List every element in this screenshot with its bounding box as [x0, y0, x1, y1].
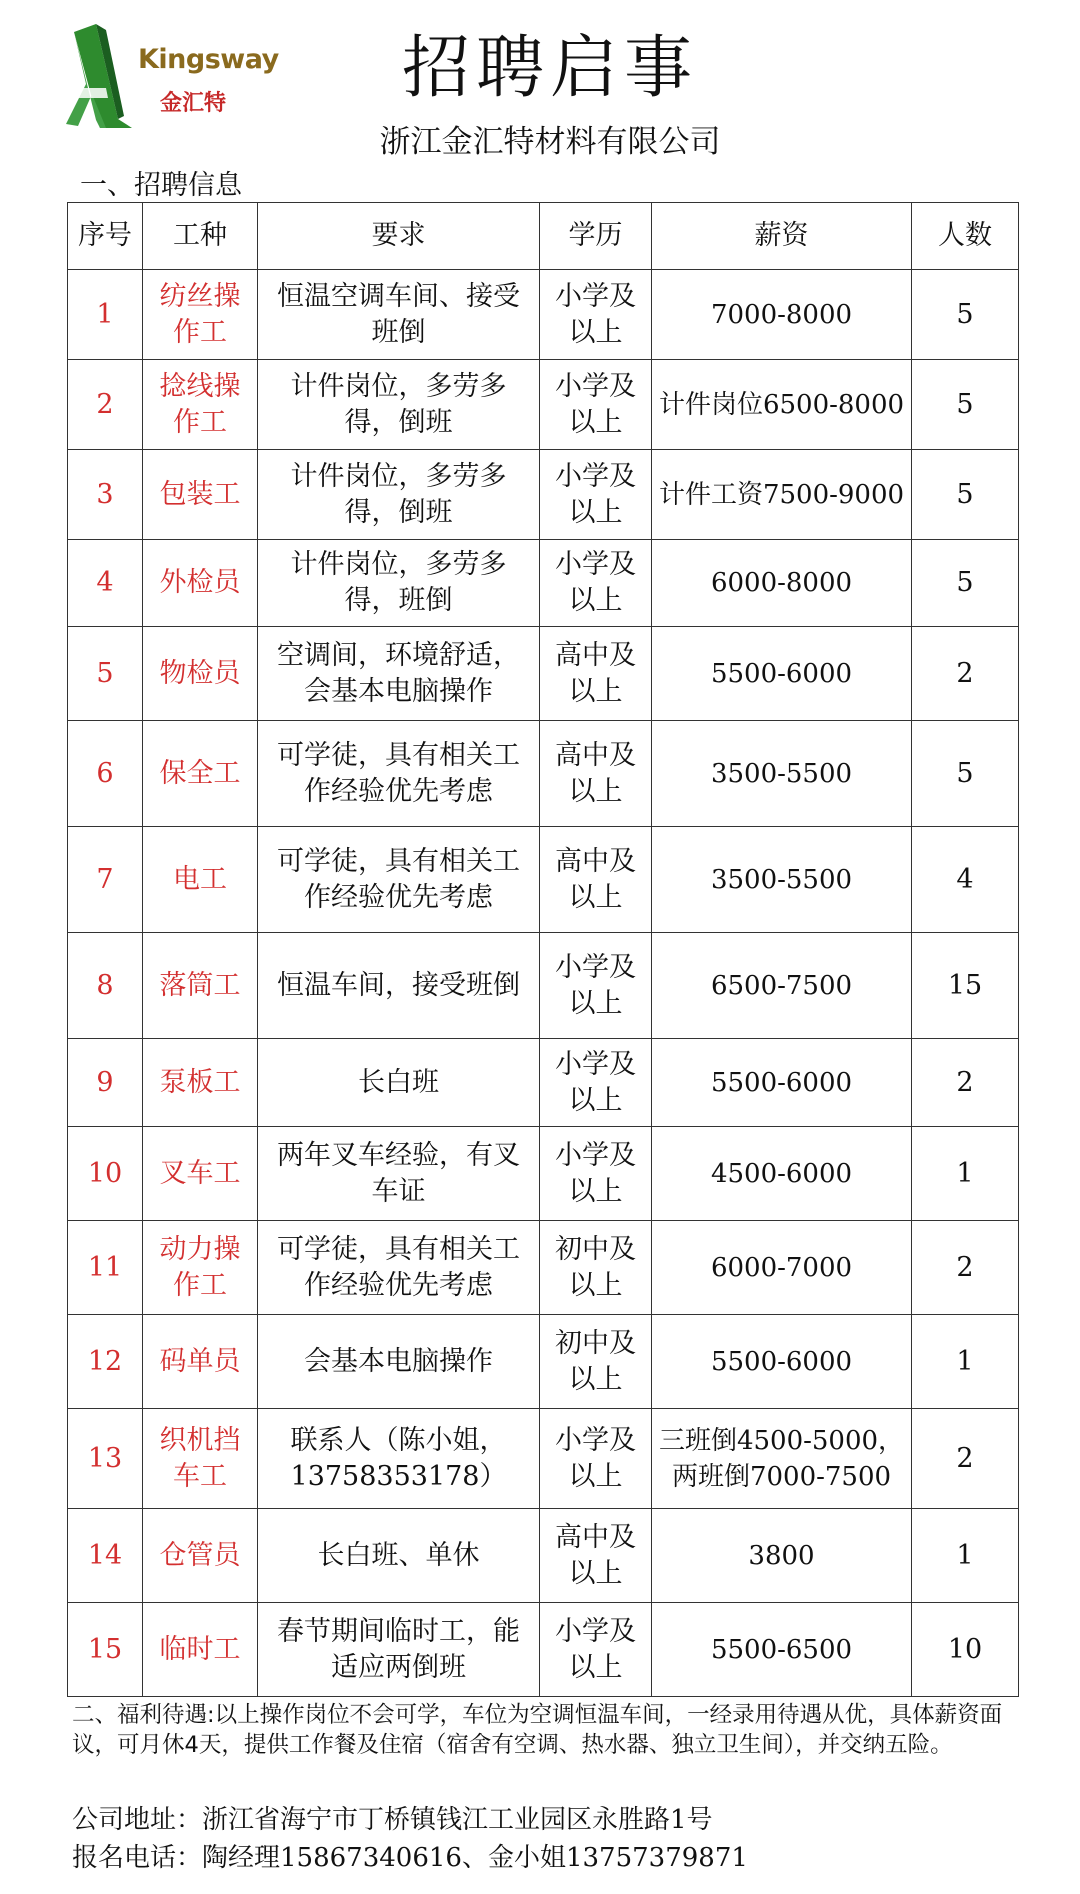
cell-no: 4 — [68, 540, 143, 627]
cell-education: 初中及以上 — [540, 1221, 652, 1315]
table-row — [68, 721, 1019, 827]
cell-education: 小学及以上 — [540, 270, 652, 360]
cell-no: 6 — [68, 721, 143, 827]
cell-no: 9 — [68, 1039, 143, 1127]
cell-education: 高中及以上 — [540, 721, 652, 827]
page-title: 招聘启事 — [401, 29, 698, 108]
cell-count: 5 — [912, 450, 1019, 540]
table-row — [68, 450, 1019, 540]
cell-requirement: 会基本电脑操作 — [258, 1315, 540, 1409]
cell-job: 叉车工 — [143, 1127, 258, 1221]
header-count: 人数 — [912, 203, 1019, 270]
table-row — [68, 540, 1019, 627]
cell-education: 小学及以上 — [540, 540, 652, 627]
cell-count: 2 — [912, 1409, 1019, 1509]
cell-count: 1 — [912, 1127, 1019, 1221]
cell-requirement: 可学徒，具有相关工作经验优先考虑 — [258, 1221, 540, 1315]
table-row — [68, 627, 1019, 721]
cell-job: 临时工 — [143, 1603, 258, 1697]
section-title-recruitment-info: 一、招聘信息 — [80, 170, 242, 201]
company-address: 公司地址：浙江省海宁市丁桥镇钱江工业园区永胜路1号 — [72, 1805, 713, 1835]
table-row — [68, 360, 1019, 450]
cell-salary: 6000-8000 — [652, 540, 912, 627]
cell-job: 仓管员 — [143, 1509, 258, 1603]
cell-requirement: 恒温车间，接受班倒 — [258, 933, 540, 1039]
table-row — [68, 827, 1019, 933]
cell-requirement: 可学徒，具有相关工作经验优先考虑 — [258, 827, 540, 933]
cell-requirement: 长白班 — [258, 1039, 540, 1127]
cell-requirement: 联系人（陈小姐，13758353178） — [258, 1409, 540, 1509]
cell-salary: 5500-6000 — [652, 1315, 912, 1409]
cell-job: 物检员 — [143, 627, 258, 721]
cell-no: 13 — [68, 1409, 143, 1509]
cell-job: 落筒工 — [143, 933, 258, 1039]
table-row — [68, 270, 1019, 360]
cell-job: 捻线操作工 — [143, 360, 258, 450]
cell-count: 10 — [912, 1603, 1019, 1697]
table-row — [68, 1603, 1019, 1697]
cell-count: 5 — [912, 540, 1019, 627]
cell-no: 11 — [68, 1221, 143, 1315]
cell-salary: 三班倒4500-5000，两班倒7000-7500 — [652, 1409, 912, 1509]
table-header-row — [68, 203, 1019, 270]
cell-education: 初中及以上 — [540, 1315, 652, 1409]
table-row — [68, 933, 1019, 1039]
cell-education: 小学及以上 — [540, 360, 652, 450]
recruitment-table — [67, 202, 1019, 1697]
cell-no: 7 — [68, 827, 143, 933]
cell-no: 5 — [68, 627, 143, 721]
logo-brand-cn: 金汇特 — [160, 91, 227, 116]
header-no: 序号 — [68, 203, 143, 270]
cell-salary: 5500-6500 — [652, 1603, 912, 1697]
header-job: 工种 — [143, 203, 258, 270]
cell-salary: 5500-6000 — [652, 627, 912, 721]
table-row — [68, 1315, 1019, 1409]
cell-requirement: 计件岗位，多劳多得，倒班 — [258, 360, 540, 450]
cell-education: 小学及以上 — [540, 450, 652, 540]
cell-no: 10 — [68, 1127, 143, 1221]
cell-count: 5 — [912, 360, 1019, 450]
cell-no: 8 — [68, 933, 143, 1039]
cell-education: 高中及以上 — [540, 627, 652, 721]
cell-count: 1 — [912, 1315, 1019, 1409]
cell-no: 14 — [68, 1509, 143, 1603]
cell-requirement: 长白班、单休 — [258, 1509, 540, 1603]
cell-requirement: 可学徒，具有相关工作经验优先考虑 — [258, 721, 540, 827]
table-row — [68, 1221, 1019, 1315]
cell-education: 小学及以上 — [540, 1039, 652, 1127]
cell-job: 动力操作工 — [143, 1221, 258, 1315]
cell-count: 2 — [912, 627, 1019, 721]
cell-salary: 7000-8000 — [652, 270, 912, 360]
cell-job: 外检员 — [143, 540, 258, 627]
cell-count: 2 — [912, 1039, 1019, 1127]
cell-count: 15 — [912, 933, 1019, 1039]
cell-salary: 6000-7000 — [652, 1221, 912, 1315]
cell-education: 小学及以上 — [540, 933, 652, 1039]
header-education: 学历 — [540, 203, 652, 270]
benefits-text: 二、福利待遇:以上操作岗位不会可学，车位为空调恒温车间，一经录用待遇从优，具体薪资面议，可月休4天，提供工作餐及住宿（宿舍有空调、热水器、独立卫生间），并交纳五险。 — [72, 1702, 1003, 1758]
cell-no: 3 — [68, 450, 143, 540]
cell-job: 织机挡车工 — [143, 1409, 258, 1509]
header-requirement: 要求 — [258, 203, 540, 270]
cell-salary: 3500-5500 — [652, 721, 912, 827]
cell-salary: 3500-5500 — [652, 827, 912, 933]
cell-job: 电工 — [143, 827, 258, 933]
contact-phone: 报名电话：陶经理15867340616、金小姐13757379871 — [72, 1843, 748, 1873]
cell-education: 高中及以上 — [540, 827, 652, 933]
header-salary: 薪资 — [652, 203, 912, 270]
cell-count: 4 — [912, 827, 1019, 933]
cell-no: 2 — [68, 360, 143, 450]
cell-education: 高中及以上 — [540, 1509, 652, 1603]
cell-salary: 计件岗位6500-8000 — [652, 360, 912, 450]
cell-salary: 计件工资7500-9000 — [652, 450, 912, 540]
cell-job: 保全工 — [143, 721, 258, 827]
cell-requirement: 计件岗位，多劳多得，倒班 — [258, 450, 540, 540]
cell-education: 小学及以上 — [540, 1127, 652, 1221]
logo-brand-en: Kingsway — [138, 44, 279, 75]
cell-requirement: 恒温空调车间、接受班倒 — [258, 270, 540, 360]
cell-no: 12 — [68, 1315, 143, 1409]
cell-no: 1 — [68, 270, 143, 360]
cell-education: 小学及以上 — [540, 1603, 652, 1697]
cell-job: 泵板工 — [143, 1039, 258, 1127]
table-row — [68, 1039, 1019, 1127]
table-row — [68, 1127, 1019, 1221]
cell-count: 1 — [912, 1509, 1019, 1603]
cell-no: 15 — [68, 1603, 143, 1697]
cell-count: 5 — [912, 721, 1019, 827]
cell-education: 小学及以上 — [540, 1409, 652, 1509]
cell-salary: 5500-6000 — [652, 1039, 912, 1127]
table-row — [68, 1509, 1019, 1603]
table-row — [68, 1409, 1019, 1509]
cell-count: 5 — [912, 270, 1019, 360]
cell-requirement: 两年叉车经验，有叉车证 — [258, 1127, 540, 1221]
cell-job: 包装工 — [143, 450, 258, 540]
cell-job: 纺丝操作工 — [143, 270, 258, 360]
cell-requirement: 计件岗位，多劳多得，班倒 — [258, 540, 540, 627]
cell-count: 2 — [912, 1221, 1019, 1315]
cell-salary: 6500-7500 — [652, 933, 912, 1039]
cell-requirement: 空调间，环境舒适，会基本电脑操作 — [258, 627, 540, 721]
cell-salary: 3800 — [652, 1509, 912, 1603]
cell-salary: 4500-6000 — [652, 1127, 912, 1221]
cell-requirement: 春节期间临时工，能适应两倒班 — [258, 1603, 540, 1697]
company-name: 浙江金汇特材料有限公司 — [379, 124, 721, 160]
cell-job: 码单员 — [143, 1315, 258, 1409]
